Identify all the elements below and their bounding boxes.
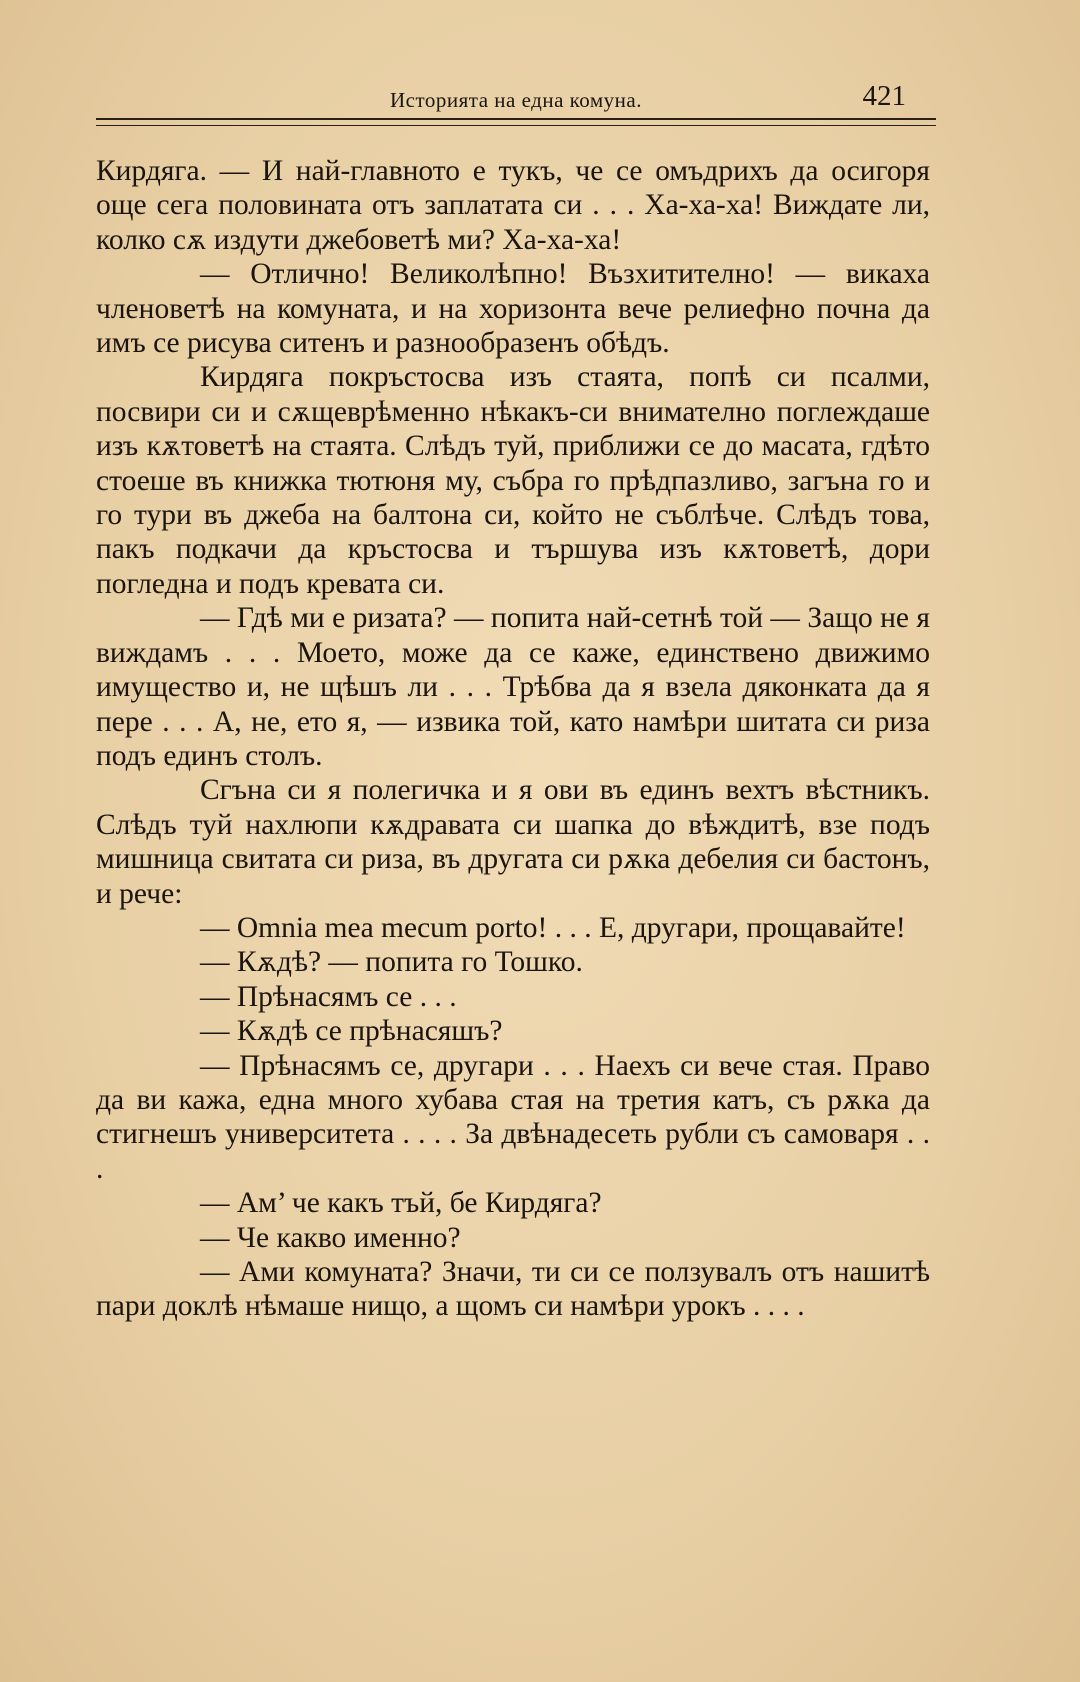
paragraph: Кирдяга покръстосва изъ стаята, попѣ си псалми, посвири си и сѫщеврѣменно нѣкакъ-си внимателно поглеждаше изъ кѫтоветѣ на стаята. Слѣдъ туй, приближи се до масата, гдѣто стоеше въ книжка тютюня му, събра го прѣдпазливо, загъна го и го тури въ джеба на балтона си, който не съблѣче. Слѣдъ това, пакъ подкачи да кръстосва и тършува изъ кѫтоветѣ, дори погледна и подъ кревата си.: [96, 361, 930, 600]
paragraph: Кирдяга. — И най-главното е тукъ, че се омъдрихъ да осигоря още сега половината отъ заплатата си . . . Ха-ха-ха! Виждате ли, колко сѫ издути джебоветѣ ми? Ха-ха-ха!: [96, 155, 930, 256]
paragraph: — Ами комуната? Значи, ти си се ползувалъ отъ нашитѣ пари доклѣ нѣмаше нищо, а щомъ си намѣри урокъ . . . .: [96, 1256, 930, 1323]
running-head: [96, 80, 936, 120]
paragraph: Сгъна си я полегичка и я ови въ единъ вехтъ вѣстникъ. Слѣдъ туй нахлюпи кѫдравата си шапка до вѣждитѣ, взе подъ мишница свитата си риза, въ другата си рѫка дебелия си бастонъ, и рече:: [96, 774, 930, 910]
body-text: [96, 154, 930, 1324]
paragraph: — Omnia mea mecum porto! . . . Е, другари, прощавайте!: [200, 911, 906, 944]
paragraph: — Ам’ че какъ тъй, бе Кирдяга?: [200, 1187, 602, 1220]
paragraph: — Кѫдѣ? — попита го Тошко.: [200, 946, 583, 979]
header-rule: [96, 118, 936, 126]
running-title: Историята на една комуна.: [390, 88, 642, 112]
paragraph: — Че какво именно?: [200, 1221, 461, 1254]
paragraph: — Прѣнасямъ се, другари . . . Наехъ си вече стая. Право да ви кажа, една много хубава стая на третия катъ, съ рѫка да стигнешъ университета . . . . За двѣнадесеть рубли съ самоваря . . .: [96, 1049, 930, 1185]
paragraph: — Отлично! Великолѣпно! Възхитително! — викаха членоветѣ на комуната, и на хоризонта вече релиефно почна да имъ се рисува ситенъ и разнообразенъ обѣдъ.: [96, 258, 930, 360]
paragraph: — Кѫдѣ се прѣнасяшъ?: [200, 1015, 503, 1048]
page-number: 421: [862, 80, 906, 112]
paragraph: — Гдѣ ми е ризата? — попита най-сетнѣ той — Защо не я виждамъ . . . Моето, може да се каже, единствено движимо имущество и, не щѣшъ ли . . . Трѣбва да я взела дяконката да я пере . . . А, не, ето я, — извика той, като намѣри шитата си риза подъ единъ столъ.: [96, 602, 930, 772]
paragraph: — Прѣнасямъ се . . .: [200, 980, 457, 1013]
